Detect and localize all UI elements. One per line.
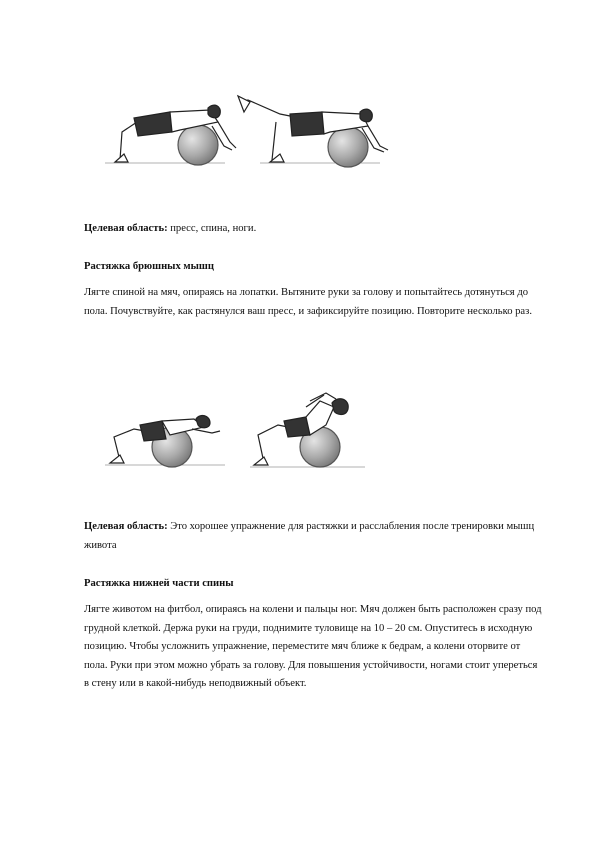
section-body-lower-back: Лягте животом на фитбол, опираясь на колени и пальцы ног. Мяч должен быть расположен сразу под грудной клеткой. Держа руки на груди, поднимите туловище на 10 – 20 см. Опуститесь в исходную позицию. Чтобы усложнить упражнение, переместите мяч ближе к бедрам, а колени оторвите от пола. Руки при этом можно убрать за голову. Для повышения устойчивости, ногами стоит упереться в стену или в какой-нибудь неподвижный объект. bbox=[84, 604, 542, 689]
figure-lying-left bbox=[105, 416, 225, 467]
target-area-paragraph-1 bbox=[84, 220, 544, 239]
figure-right bbox=[238, 96, 388, 167]
figure-left bbox=[105, 105, 236, 165]
exercise-illustration-top bbox=[100, 92, 390, 172]
target-area-label: Целевая область: bbox=[84, 223, 168, 234]
target-area-text: пресс, спина, ноги. bbox=[167, 223, 257, 234]
section-heading-lower-back: Растяжка нижней части спины bbox=[84, 578, 234, 589]
exercise-illustration-middle bbox=[100, 385, 370, 475]
target-area-text-2: Это хорошее упражнение для растяжки и расслабления после тренировки мышц живота bbox=[84, 521, 535, 551]
figure-crunch-right bbox=[250, 393, 365, 467]
section-heading-abs-stretch: Растяжка брюшных мышц bbox=[84, 261, 214, 272]
section-body-abs-stretch: Лягте спиной на мяч, опираясь на лопатки. Вытяните руки за голову и попытайтесь дотянуться до пола. Почувствуйте, как растянулся ваш пресс, и зафиксируйте позицию. Повторите несколько раз. bbox=[84, 287, 532, 317]
target-area-label-2: Целевая область: bbox=[84, 521, 168, 532]
target-area-paragraph-2 bbox=[84, 518, 544, 555]
